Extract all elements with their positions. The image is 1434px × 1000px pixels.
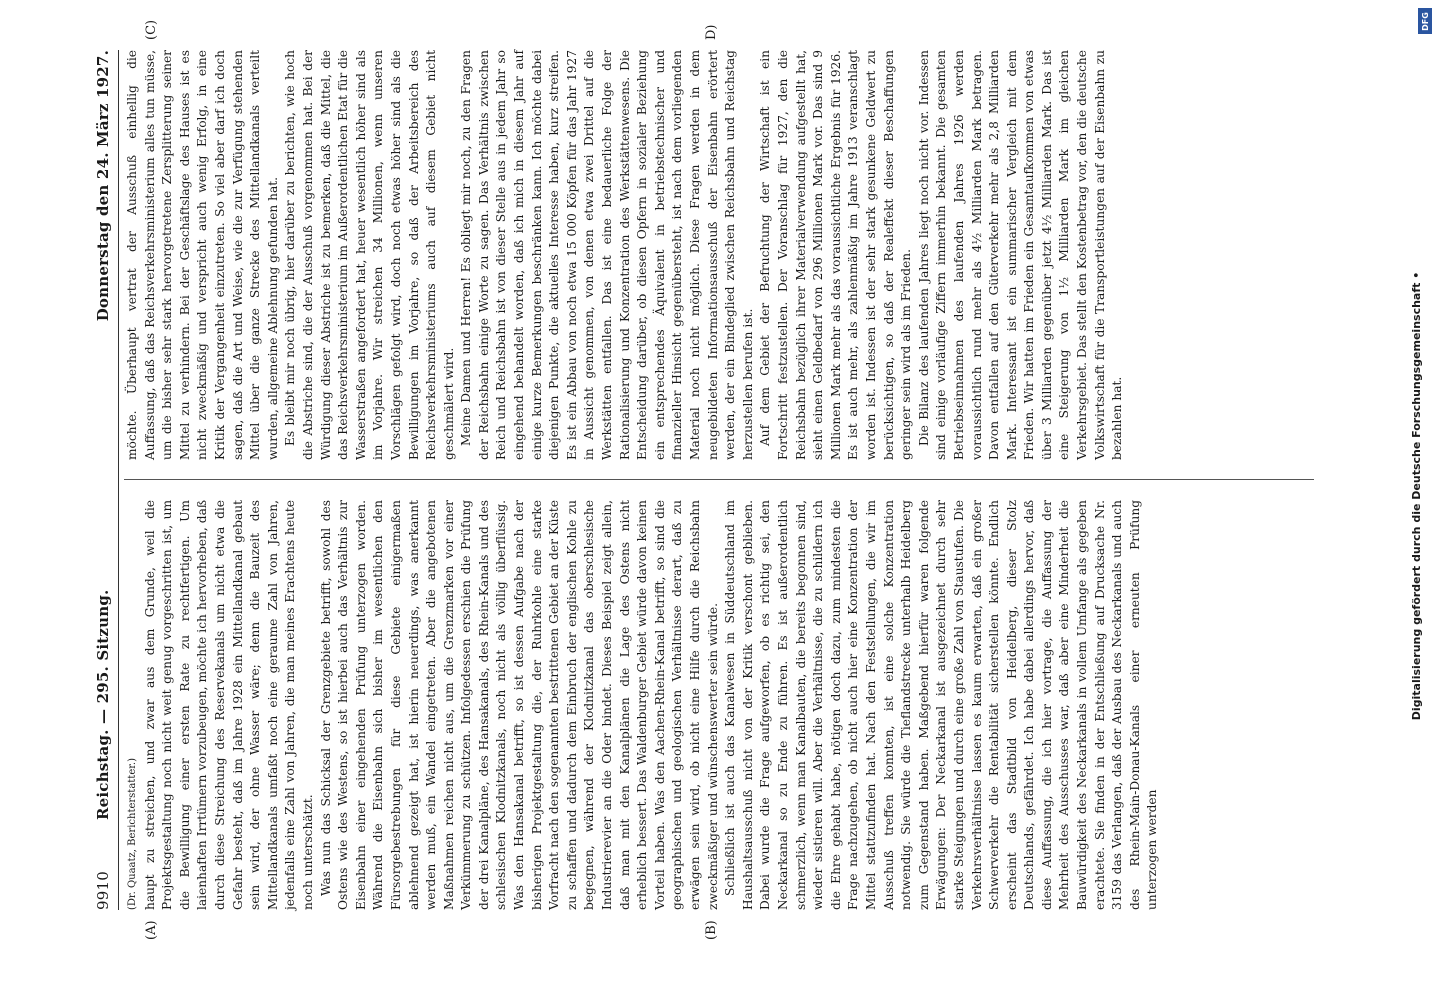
paragraph: Es bleibt mir noch übrig, hier darüber zu berichten, wie hoch die Abstriche sind, die der Ausschuß vorgenommen hat. Bei der Würdigung dieser Abstriche ist zu bemerken, daß die Mittel, die das Reichsverkehrsministerium im Außerordentlichen Etat für die Wasserstraßen angefordert hat, heuer wesentlich höher sind als im Vorjahre. Wir streichen 34 Millionen, wenn unseren Vorschlägen gefolgt wird, doch noch etwas höher sind als die Bewilligungen im Vorjahre, so daß der Arbeitsbereich des Reichsverkehrsministeriums auch auf diesem Gebiet nicht geschmälert wird. <box>283 50 456 460</box>
rotated-page-content <box>84 0 1384 1000</box>
paragraph: Die Bilanz des laufenden Jahres liegt noch nicht vor. Indessen sind einige vorläufige Ziffern immerhin bekannt. Die gesamten Betriebseinnahmen des laufenden Jahres 1926 werden voraussichtlich rund mehr als 4½ Milliarden Mark betragen. Davon entfallen auf den Güterverkehr mehr als 2,8 Milliarden Mark. Interessant ist ein summarischer Vergleich mit dem Frieden. Wir hatten im Frieden ein Gesamtaufkommen von etwas über 3 Milliarden gegenüber jetzt 4½ Milliarden Mark. Das ist eine Steigerung von 1½ Milliarden Mark im gleichen Verkehrsgebiet. Das stellt den Kostenbetrag vor, den die deutsche Volkswirtschaft für die Transportleistungen auf der Eisenbahn zu bezahlen hat. <box>916 50 1125 460</box>
paragraph: Auf dem Gebiet der Befruchtung der Wirtschaft ist ein Fortschritt festzustellen. Der Voranschlag für 1927, den die Reichsbahn bezüglich ihrer Materialverwendung aufgestellt hat, sieht einen Geldbedarf von 296 Millionen Mark vor. Das sind 9 Millionen Mark mehr als das voraussichtliche Ergebnis für 1926. Es ist auch mehr, als zahlenmäßig im Jahre 1913 veranschlagt worden ist. Indessen ist der sehr stark gesunkene Geldwert zu berücksichtigen, so daß der Realeffekt dieser Beschaffungen geringer sein wird als im Frieden. <box>758 50 914 460</box>
digitization-note-text: Digitalisierung gefördert durch die Deutsche Forschungsgemeinschaft • <box>1410 271 1423 721</box>
header-date: Donnerstag den 24. März 1927. <box>94 50 112 322</box>
page-header <box>94 50 118 910</box>
right-column <box>124 50 1127 460</box>
header-title: Reichstag. — 295. Sitzung. <box>94 589 112 820</box>
margin-mark-b: (B) <box>704 920 719 940</box>
left-column <box>124 500 1162 910</box>
paragraph: möchte. Überhaupt vertrat der Ausschuß einhellig die Auffassung, daß das Reichsverkehrsministerium alles tun müsse, um die bisher sehr stark hervorgetretene Zersplitterung seiner Mittel zu verhindern. Bei der Geschäftslage des Hauses ist es nicht zweckmäßig und verspricht auch wenig Erfolg, in eine Kritik der Vergangenheit einzutreten. So viel aber darf ich doch sagen, daß die Art und Weise, wie die zur Verfügung stehenden Mittel über die ganze Strecke des Mittellandkanals verteilt wurden, allgemeine Ablehnung gefunden hat. <box>125 50 280 460</box>
column-divider <box>124 479 1314 480</box>
margin-mark-a: (A) <box>144 920 159 940</box>
page-number: 9910 <box>94 871 112 910</box>
margin-mark-d: D) <box>704 24 719 40</box>
paragraph: Was nun das Schicksal der Grenzgebiete betrifft, sowohl des Ostens wie des Westens, so ist hierbei auch das Verhältnis zur Eisenbahn einer eingehenden Prüfung unterzogen worden. Während die Eisenbahn sich bisher im wesentlichen den Fürsorgebestrebungen für diese Gebiete einigermaßen ablehnend gezeigt hat, ist hierin neuerdings, was anerkannt werden muß, ein Wandel eingetreten. Aber die angebotenen Maßnahmen reichen nicht aus, um die Grenzmarken vor einer Verkümmerung zu schützen. Infolgedessen erschien die Prüfung der drei Kanalpläne, des Hansakanals, des Rhein-Kanals und des schlesischen Klodnitzkanals, noch nicht als völlig überflüssig. Was den Hansakanal betrifft, so ist dessen Aufgabe nach der bisherigen Projektgestaltung die, der Ruhrkohle eine starke Vorfracht nach den sogenannten bestrittenen Gebiet an der Küste zu schaffen und dadurch dem Einbruch der englischen Kohle zu begegnen, während der Klodnitzkanal das oberschlesische Industrierevier an die Oder bindet. Dieses Beispiel zeigt allein, daß man mit den Kanalplänen die Lage des Ostens nicht erheblich bessert. Das Waldenburger Gebiet würde davon keinen Vorteil haben. Was den Aachen-Rhein-Kanal betrifft, so sind die geographischen und geologischen Verhältnisse derart, daß zu erwägen sein wird, ob nicht eine Hilfe durch die Reichsbahn zweckmäßiger und wünschenswerter sein würde. <box>318 500 720 910</box>
dfg-logo <box>1418 8 1432 34</box>
speaker-label: (Dr. Quaatz, Berichterstatter.) <box>127 758 138 910</box>
header-rule <box>118 50 119 910</box>
dfg-logo-text: DFG <box>1420 11 1430 31</box>
paragraph: haupt zu streichen, und zwar aus dem Grunde, weil die Projektsgestaltung noch nicht weit genug vorgeschritten ist, um die Bewilligung einer ersten Rate zu rechtfertigen. Um laienhaften Irrtümern vorzubeugen, möchte ich hervorheben, daß durch diese Streichung des Reservekanals um nicht etwa die Gefahr besteht, daß im Jahre 1928 ein Mittellandkanal gebaut sein wird, der ohne Wasser wäre; denn die Bauzeit des Mittellandkanals umfaßt noch eine geraume Zahl von Jahren, jedenfalls eine Zahl von Jahren, die man meines Erachtens heute noch unterschätzt. <box>142 500 315 910</box>
paragraph: Meine Damen und Herren! Es obliegt mir noch, zu den Fragen der Reichsbahn einige Worte zu sagen. Das Verhältnis zwischen Reich und Reichsbahn ist von dieser Stelle aus in jedem Jahr so eingehend behandelt worden, daß ich mich in diesem Jahr auf einige kurze Bemerkungen beschränken kann. Ich möchte dabei diejenigen Punkte, die aktuelles Interesse haben, kurz streifen. Es ist ein Abbau von noch etwa 15 000 Köpfen für das Jahr 1927 in Aussicht genommen, von denen etwa zwei Drittel auf die Werkstätten entfallen. Das ist eine bedauerliche Folge der Rationalisierung und Konzentration des Werkstättenwesens. Die Entscheidung darüber, ob diesen Opfern in sozialer Beziehung ein entsprechendes Äquivalent in betriebstechnischer und finanzieller Hinsicht gegenübersteht, ist nach dem vorliegenden Material noch nicht möglich. Diese Fragen werden in dem neugebildeten Informationsausschuß der Eisenbahn erörtert werden, der ein Bindeglied zwischen Reichsbahn und Reichstag herzustellen berufen ist. <box>459 50 755 460</box>
paragraph: Schließlich ist auch das Kanalwesen in Süddeutschland im Haushaltsausschuß nicht von der Kritik verschont geblieben. Dabei wurde die Frage aufgeworfen, ob es richtig sei, den Neckarkanal so zu Ende zu führen. Es ist außerordentlich schmerzlich, wenn man Kanalbauten, die bereits begonnen sind, wieder sistieren will. Aber die Verhältnisse, die zu schildern ich die Ehre gehabt habe, nötigen doch dazu, zum mindesten die Frage nachzugehen, ob nicht auch hier eine Konzentration der Mittel stattzufinden hat. Nach den Feststellungen, die wir im Ausschuß treffen konnten, ist eine solche Konzentration notwendig. Sie würde die Tieflandstrecke unterhalb Heidelberg zum Gegenstand haben. Maßgebend hierfür waren folgende Erwägungen: Der Neckarkanal ist ausgezeichnet durch sehr starke Steigungen und durch eine große Zahl von Staustufen. Die Verkehrsverhältnisse lassen es kaum erwarten, daß ein großer Schwerverkehr die Rentabilität sicherstellen könnte. Endlich erscheint das Stadtbild von Heidelberg, dieser Stolz Deutschlands, gefährdet. Ich habe dabei allerdings hervor, daß diese Auffassung, die ich hier vortrage, die Auffassung der Mehrheit des Ausschusses war, daß aber eine Minderheit die Bauwürdigkeit des Neckarkanals in vollem Umfange als gegeben erachtete. Sie finden in der Entschließung auf Drucksache Nr. 3159 das Verlangen, daß der Ausbau des Neckarkanals und auch des Rhein-Main-Donau-Kanals einer erneuten Prüfung unterzogen werden <box>723 500 1160 910</box>
digitization-note <box>1400 0 1434 1000</box>
margin-mark-c: (C) <box>144 19 159 40</box>
